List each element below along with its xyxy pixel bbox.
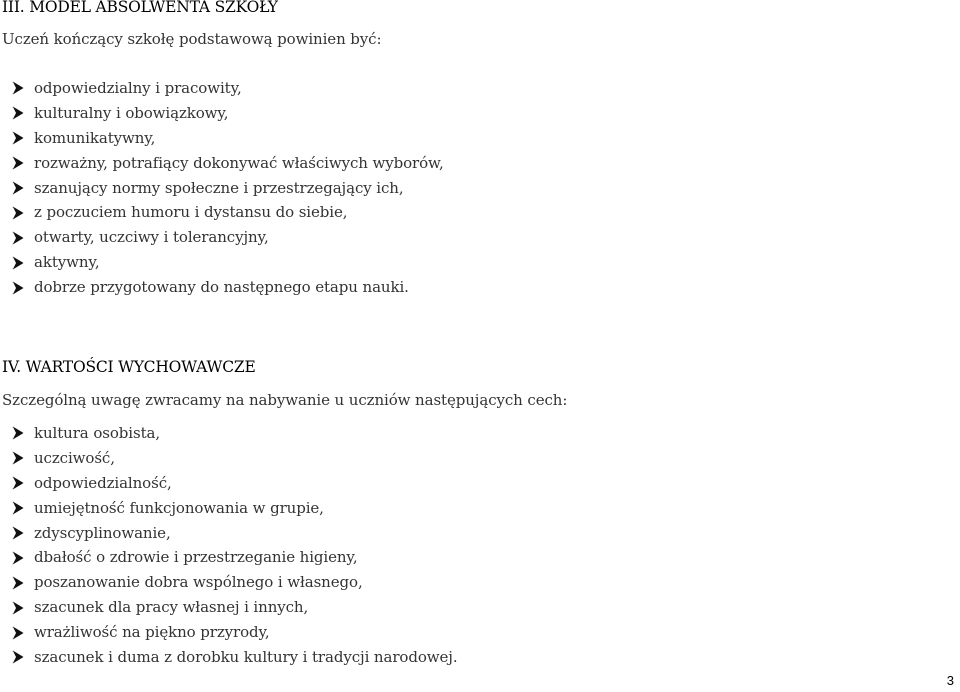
list-item: umiejętność funkcjonowania w grupie,: [12, 496, 458, 521]
list-item: odpowiedzialność,: [12, 471, 458, 496]
list-item: odpowiedzialny i pracowity,: [12, 76, 444, 101]
section-intro-wartosci-wychowawcze: Szczególną uwagę zwracamy na nabywanie u uczniów następujących cech:: [2, 391, 568, 409]
list-item: szanujący normy społeczne i przestrzegający ich,: [12, 176, 444, 201]
arrowhead-bullet-icon: [12, 526, 24, 540]
list-item: wrażliwość na piękno przyrody,: [12, 620, 458, 645]
list-item: poszanowanie dobra wspólnego i własnego,: [12, 570, 458, 595]
arrowhead-bullet-icon: [12, 106, 24, 120]
list-wartosci-wychowawcze: [12, 421, 458, 670]
section-heading-model-absolwenta: III. MODEL ABSOLWENTA SZKOŁY: [2, 0, 278, 16]
arrowhead-bullet-icon: [12, 501, 24, 515]
arrowhead-bullet-icon: [12, 576, 24, 590]
list-item: otwarty, uczciwy i tolerancyjny,: [12, 225, 444, 250]
list-item: uczciwość,: [12, 446, 458, 471]
list-item: kultura osobista,: [12, 421, 458, 446]
arrowhead-bullet-icon: [12, 650, 24, 664]
arrowhead-bullet-icon: [12, 131, 24, 145]
section-intro-model-absolwenta: Uczeń kończący szkołę podstawową powinien być:: [2, 30, 382, 48]
arrowhead-bullet-icon: [12, 231, 24, 245]
arrowhead-bullet-icon: [12, 256, 24, 270]
arrowhead-bullet-icon: [12, 156, 24, 170]
list-item: dobrze przygotowany do następnego etapu nauki.: [12, 275, 444, 300]
arrowhead-bullet-icon: [12, 626, 24, 640]
list-item: szacunek i duma z dorobku kultury i tradycji narodowej.: [12, 645, 458, 670]
page-number: 3: [946, 673, 954, 688]
arrowhead-bullet-icon: [12, 81, 24, 95]
arrowhead-bullet-icon: [12, 601, 24, 615]
arrowhead-bullet-icon: [12, 476, 24, 490]
arrowhead-bullet-icon: [12, 281, 24, 295]
list-item: rozważny, potrafiący dokonywać właściwych wyborów,: [12, 151, 444, 176]
list-item: aktywny,: [12, 250, 444, 275]
arrowhead-bullet-icon: [12, 551, 24, 565]
list-item: zdyscyplinowanie,: [12, 521, 458, 546]
arrowhead-bullet-icon: [12, 206, 24, 220]
list-item: z poczuciem humoru i dystansu do siebie,: [12, 200, 444, 225]
arrowhead-bullet-icon: [12, 451, 24, 465]
list-item: kulturalny i obowiązkowy,: [12, 101, 444, 126]
list-item: szacunek dla pracy własnej i innych,: [12, 595, 458, 620]
arrowhead-bullet-icon: [12, 426, 24, 440]
list-model-absolwenta: [12, 76, 444, 300]
arrowhead-bullet-icon: [12, 181, 24, 195]
section-heading-wartosci-wychowawcze: IV. WARTOŚCI WYCHOWAWCZE: [2, 358, 256, 376]
list-item: dbałość o zdrowie i przestrzeganie higieny,: [12, 545, 458, 570]
list-item: komunikatywny,: [12, 126, 444, 151]
